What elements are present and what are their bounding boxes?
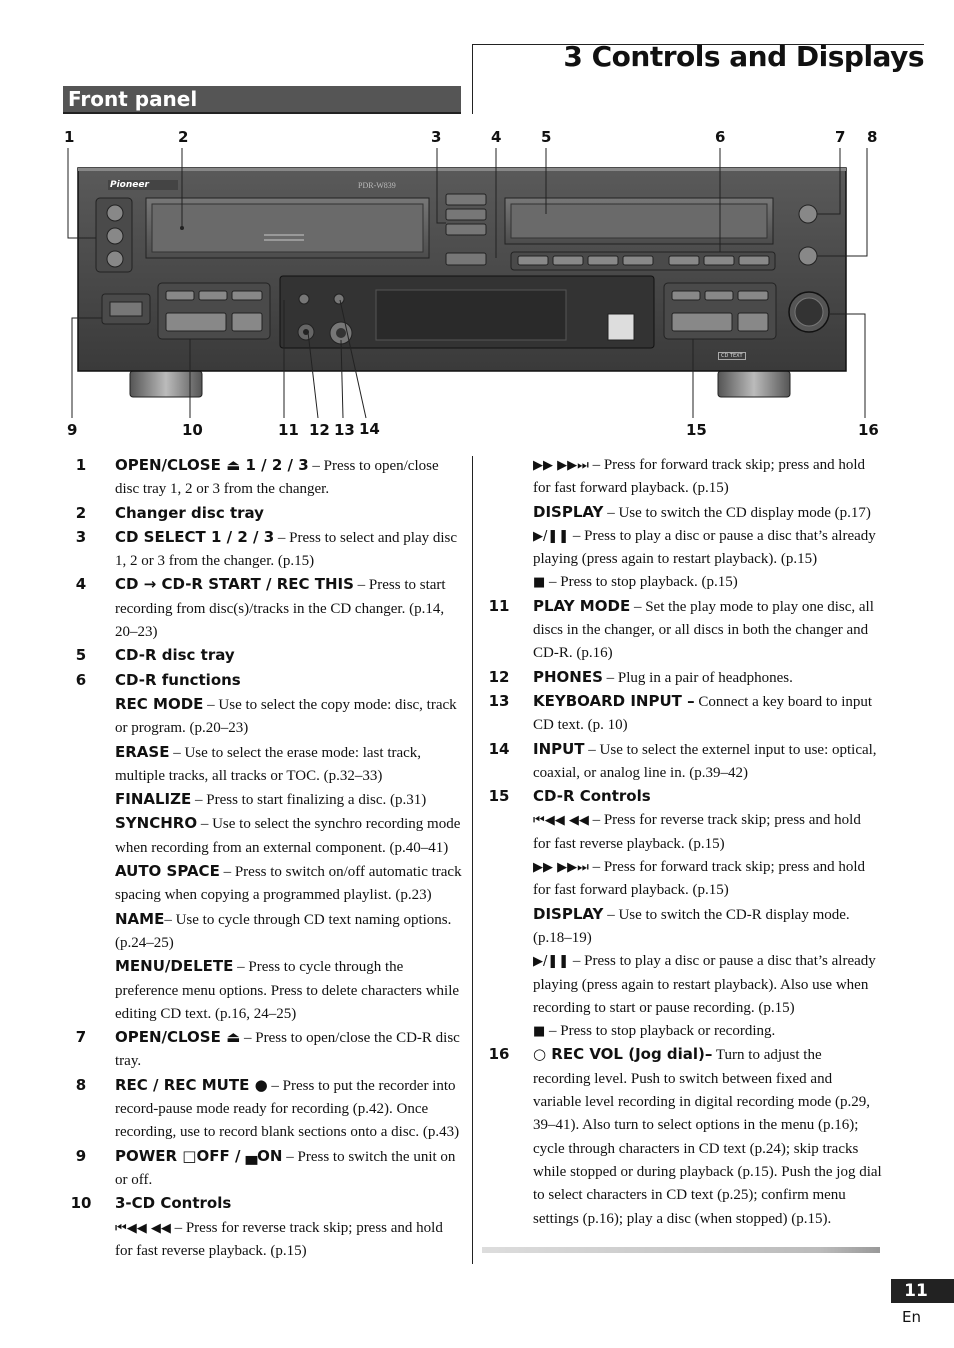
sub-description: – Press to play a disc or pause a disc that’s already playing (press again to restart playback). Also use when recording to start or pause recording. (p.15) <box>533 953 876 1016</box>
entry-label: Changer disc tray <box>115 503 264 522</box>
callout-13: 13 <box>334 421 355 439</box>
sub-description: – Use to switch the CD display mode (p.17) <box>603 504 871 521</box>
entry-label: ○ REC VOL (Jog dial)– <box>533 1045 713 1064</box>
callout-7: 7 <box>835 128 846 146</box>
sub-entry-forward-skip <box>486 856 882 903</box>
sub-label: AUTO SPACE <box>115 862 220 881</box>
cd-text-badge: CD TEXT <box>718 352 746 360</box>
entry-number: 10 <box>70 1194 92 1213</box>
callout-14: 14 <box>359 420 380 438</box>
sub-entry-rec-mode <box>68 693 463 741</box>
entry-description: – Plug in a pair of headphones. <box>602 669 793 686</box>
sub-label: MENU/DELETE <box>115 957 234 976</box>
entry-11 <box>486 595 882 666</box>
sub-description: – Press to stop playback or recording. <box>545 1023 776 1040</box>
page-tab <box>891 1279 954 1303</box>
entry-number: 14 <box>488 739 510 758</box>
callout-10: 10 <box>182 421 203 439</box>
callout-11: 11 <box>278 421 299 439</box>
play-pause-icon: ▶/❚❚ <box>533 954 570 970</box>
sub-description: – Use to cycle through CD text naming options. (p.24–25) <box>115 911 452 951</box>
sub-description: – Press for reverse track skip; press and hold for fast reverse playback. (p.15) <box>115 1219 443 1259</box>
entry-6 <box>68 669 463 693</box>
callout-15: 15 <box>686 421 707 439</box>
brand-logo: Pioneer <box>110 180 149 190</box>
entry-number: 8 <box>75 1075 87 1094</box>
sub-label: REC MODE <box>115 694 204 713</box>
sub-entry-reverse-skip <box>486 809 882 856</box>
stop-icon: ■ <box>533 575 546 591</box>
entry-number: 9 <box>75 1146 87 1165</box>
sub-entry-menu-delete <box>68 955 463 1026</box>
sub-description: – Press for reverse track skip; press and hold for fast reverse playback. (p.15) <box>533 812 861 852</box>
entry-description: – Press to open/close disc tray 1, 2 or 3 from the changer. <box>115 458 439 498</box>
sub-entry-display <box>486 903 882 951</box>
callout-16: 16 <box>858 421 879 439</box>
sub-description: – Use to select the copy mode: disc, track or program. (p.20–23) <box>115 696 457 737</box>
chapter-rule-vertical <box>472 44 473 114</box>
bottom-rule <box>482 1247 880 1253</box>
entry-13 <box>486 690 882 738</box>
page-number: 11 <box>904 1281 928 1301</box>
entry-label: CD-R Controls <box>533 787 651 806</box>
entry-number: 2 <box>75 503 87 522</box>
entry-number: 5 <box>75 646 87 665</box>
sub-entry-auto-space <box>68 860 463 908</box>
sub-description: – Use to select the synchro recording mode when recording from an external component. (p.40–41) <box>115 816 461 856</box>
sub-description: – Press for forward track skip; press and hold for fast forward playback. (p.15) <box>533 859 866 899</box>
entry-description: – Press to open/close the CD-R disc tray. <box>115 1030 460 1070</box>
forward-skip-icon: ▶▶ ▶▶⏭ <box>533 458 589 473</box>
stop-icon: ■ <box>533 1024 546 1040</box>
entry-12 <box>486 666 882 690</box>
entry-label: PLAY MODE <box>533 596 631 615</box>
sub-label: ERASE <box>115 742 170 761</box>
sub-label: DISPLAY <box>533 502 604 521</box>
entry-number: 1 <box>75 456 87 474</box>
entry-label: CD → CD-R START / REC THIS <box>115 575 354 594</box>
entry-number: 13 <box>488 691 510 710</box>
entry-number: 7 <box>75 1028 87 1047</box>
sub-entry-display <box>486 501 882 525</box>
entry-label: OPEN/CLOSE ⏏ <box>115 1028 241 1047</box>
sub-entry-play-pause <box>486 525 882 572</box>
entry-label: OPEN/CLOSE ⏏ 1 / 2 / 3 <box>115 456 309 474</box>
entry-description: Connect a key board to input CD text. (p. 10) <box>533 693 873 734</box>
entry-2 <box>68 502 463 526</box>
callout-5: 5 <box>541 128 552 146</box>
callout-1: 1 <box>64 128 75 146</box>
sub-description: – Press to start finalizing a disc. (p.31) <box>191 792 427 809</box>
sub-description: – Press to switch on/off automatic track spacing when copying a programmed playlist. (p.23) <box>115 864 462 904</box>
sub-entry-forward-skip <box>486 454 882 501</box>
entry-label: PHONES <box>533 667 603 686</box>
entry-label: CD-R functions <box>115 670 241 689</box>
entry-number: 11 <box>488 596 510 615</box>
section-header-bar <box>63 86 461 114</box>
entry-label: KEYBOARD INPUT – <box>533 691 695 710</box>
right-column <box>486 454 882 1231</box>
callout-3: 3 <box>431 128 442 146</box>
sub-description: – Use to switch the CD-R display mode. (p.18–19) <box>533 906 850 946</box>
recorder-drawing <box>60 128 890 448</box>
entry-14 <box>486 738 882 786</box>
left-column <box>68 454 463 1263</box>
section-title: Front panel <box>68 87 198 111</box>
chapter-title: 3 Controls and Displays <box>563 40 924 73</box>
entry-label: POWER □OFF / ▄ON <box>115 1146 283 1165</box>
entry-7 <box>68 1026 463 1074</box>
sub-description: – Use to select the erase mode: last track, multiple tracks, all tracks or TOC. (p.32–33) <box>115 744 422 784</box>
sub-label: DISPLAY <box>533 904 604 923</box>
sub-entry-erase <box>68 741 463 789</box>
sub-entry-stop <box>486 571 882 594</box>
play-pause-icon: ▶/❚❚ <box>533 528 570 544</box>
sub-label: NAME <box>115 909 165 928</box>
callout-2: 2 <box>178 128 189 146</box>
entry-number: 4 <box>75 575 87 594</box>
entry-description: – Press to switch the unit on or off. <box>115 1148 456 1188</box>
front-panel-figure <box>60 128 890 448</box>
entry-label: CD SELECT 1 / 2 / 3 <box>115 527 275 546</box>
entry-10 <box>68 1192 463 1216</box>
reverse-skip-icon: ⏮◀◀ ◀◀ <box>115 1220 171 1236</box>
callout-4: 4 <box>491 128 502 146</box>
entry-description: Turn to adjust the recording level. Push to switch between fixed and variable level recording in digital recording mode (p.29, 39–41). Also turn to select options in the menu (p.16); cycle through characters in CD text (p.24); skip tracks while stopped or during playback (p.15). Push the jog dial to select characters in CD text (p.25); confirm menu settings (p.16); play a disc (when stopped) (p.15). <box>533 1047 882 1227</box>
sub-description: – Press for forward track skip; press and hold for fast forward playback. (p.15) <box>533 457 866 497</box>
entry-8 <box>68 1074 463 1145</box>
entry-5 <box>68 644 463 668</box>
entry-label: CD-R disc tray <box>115 646 235 665</box>
entry-description: – Press to select and play disc 1, 2 or 3 from the changer. (p.15) <box>115 529 458 570</box>
entry-number: 12 <box>488 667 510 686</box>
entry-16 <box>486 1043 882 1230</box>
entry-3 <box>68 526 463 574</box>
model-label: PDR-W839 <box>358 181 396 190</box>
entry-9 <box>68 1145 463 1193</box>
page-language: En <box>902 1308 921 1326</box>
reverse-skip-icon: ⏮◀◀ ◀◀ <box>533 813 589 829</box>
forward-skip-icon: ▶▶ ▶▶⏭ <box>533 860 589 876</box>
entry-number: 3 <box>75 527 87 546</box>
entry-description: – Press to put the recorder into record-pause mode ready for recording (p.42). Once recording, use to record blank sections onto a disc. (p.43) <box>115 1077 460 1141</box>
entry-label: REC / REC MUTE ● <box>115 1075 268 1094</box>
sub-description: – Press to play a disc or pause a disc that’s already playing (press again to restart playback). (p.15) <box>533 527 876 568</box>
sub-description: – Press to stop playback. (p.15) <box>545 574 738 591</box>
entry-number: 15 <box>488 787 510 806</box>
sub-entry-synchro <box>68 812 463 860</box>
sub-entry-stop <box>486 1020 882 1043</box>
column-divider <box>472 456 473 1264</box>
entry-description: – Set the play mode to play one disc, all discs in the changer, or all discs in both the changer and CD-R. (p.16) <box>533 598 874 662</box>
sub-entry-play-pause <box>486 950 882 1020</box>
callout-9: 9 <box>67 421 78 439</box>
sub-entry-name <box>68 908 463 956</box>
entry-1 <box>68 454 463 502</box>
entry-4 <box>68 573 463 644</box>
sub-entry-finalize <box>68 788 463 812</box>
sub-label: FINALIZE <box>115 790 192 809</box>
callout-6: 6 <box>715 128 726 146</box>
callout-12: 12 <box>309 421 330 439</box>
callout-8: 8 <box>867 128 878 146</box>
entry-number: 16 <box>488 1045 510 1064</box>
sub-description: – Press to cycle through the preference menu options. Press to delete characters while editing CD text. (p.16, 24–25) <box>115 959 460 1022</box>
entry-label: INPUT <box>533 739 585 758</box>
entry-15 <box>486 785 882 809</box>
sub-entry-reverse-skip <box>68 1217 463 1264</box>
entry-description: – Press to start recording from disc(s)/tracks in the CD changer. (p.14, 20–23) <box>115 577 446 641</box>
sub-label: SYNCHRO <box>115 814 198 833</box>
entry-label: 3-CD Controls <box>115 1194 232 1213</box>
entry-description: – Use to select the externel input to use: optical, coaxial, or analog line in. (p.39–42) <box>533 741 877 781</box>
entry-number: 6 <box>75 670 87 689</box>
